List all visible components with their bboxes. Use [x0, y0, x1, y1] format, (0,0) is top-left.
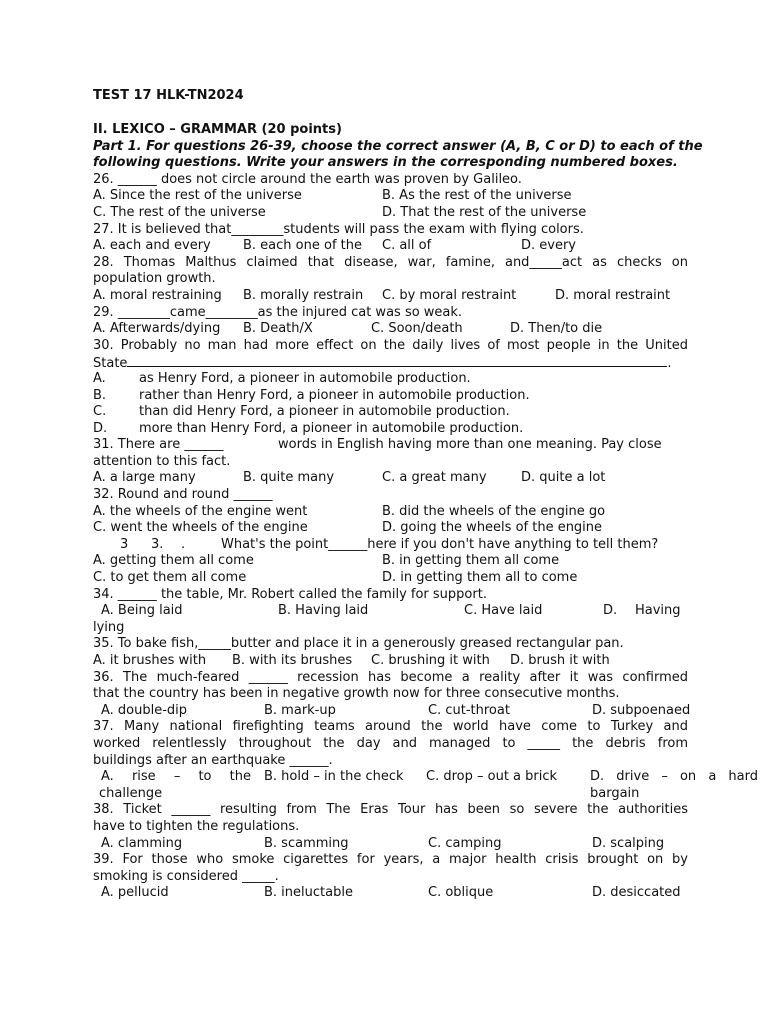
question-30: 30. Probably no man had more effect on the daily lives of most people in the United: [93, 337, 688, 353]
option-d: D. scalping: [592, 835, 665, 851]
option-text: more than Henry Ford, a pioneer in automobile production.: [139, 420, 524, 436]
question-26-options-row-1: [93, 188, 688, 205]
option-b: B. Death/X: [243, 321, 313, 337]
question-37: 37. Many national firefighting teams around the world have come to Turkey and: [93, 719, 688, 735]
option-text: as Henry Ford, a pioneer in automobile production.: [139, 370, 471, 386]
option-c: C. camping: [428, 835, 502, 851]
question-39: 39. For those who smoke cigarettes for years, a major health crisis brought on by: [93, 852, 688, 868]
question-31-cont: attention to this fact.: [93, 453, 231, 469]
question-34-options: [93, 603, 688, 620]
option-d: D. That the rest of the universe: [382, 204, 587, 220]
option-a: A. it brushes with: [93, 653, 207, 668]
option-c: C. all of: [382, 238, 432, 254]
question-31: [93, 437, 688, 454]
question-text: 27. It is believed that: [93, 221, 232, 237]
question-30-cont: [93, 354, 688, 371]
question-32-options-row-2: [93, 520, 688, 537]
option-b: B. ineluctable: [264, 885, 353, 901]
option-c: C. went the wheels of the engine: [93, 520, 308, 536]
question-36-options: [93, 702, 691, 720]
option-c: C. drop – out a brick: [426, 769, 558, 785]
answer-blank: ________: [231, 221, 284, 237]
question-text: came: [169, 304, 206, 320]
option-b: B. with its brushes: [232, 653, 353, 668]
option-b: B. Having laid: [278, 603, 369, 619]
question-text: 31. There are ______: [93, 437, 224, 453]
option-b: B. mark-up: [264, 702, 336, 718]
option-d-text: Having: [635, 603, 681, 619]
question-29: [93, 305, 688, 322]
option-b: B. quite many: [243, 470, 335, 486]
question-37-cont-2: buildings after an earthquake ______.: [93, 752, 333, 768]
question-33-options-row-2: [93, 570, 688, 587]
option-b: B. As the rest of the universe: [382, 188, 572, 204]
test-title: TEST 17 HLK-TN2024: [93, 88, 244, 103]
question-38: 38. Ticket ______ resulting from The Eras Tour has been so severe the authorities: [93, 802, 688, 818]
question-36: 36. The much-feared ______ recession has become a reality after it was confirmed: [93, 669, 688, 685]
question-39-options: [93, 885, 688, 902]
instruction-line-1: Part 1. For questions 26-39, choose the correct answer (A, B, C or D) to each of the: [93, 138, 703, 154]
question-30-option-b: [93, 388, 688, 405]
answer-blank: ________: [117, 304, 170, 320]
question-33: [93, 537, 688, 554]
question-text: students will pass the exam with flying colors.: [283, 221, 584, 237]
option-d: D. drive – on a hard: [590, 769, 758, 785]
option-a: A. Being laid: [101, 603, 183, 619]
option-d: D. Then/to die: [510, 321, 603, 337]
question-number: 29.: [93, 304, 114, 320]
option-a: A. clamming: [101, 835, 183, 851]
question-31-options: [93, 470, 688, 487]
option-d-letter: D.: [603, 603, 618, 619]
option-d: D. quite a lot: [521, 470, 606, 486]
option-d: D. brush it with: [510, 653, 610, 668]
question-number-part: 3.: [151, 536, 164, 552]
answer-blank-line: [127, 354, 667, 367]
option-c: C. by moral restraint: [382, 287, 517, 303]
question-number-part: 3: [120, 536, 129, 552]
question-36-cont: that the country has been in negative growth now for three consecutive months.: [93, 686, 620, 702]
answer-blank: ________: [205, 304, 258, 320]
section-heading: II. LEXICO – GRAMMAR (20 points): [93, 122, 342, 137]
question-28-cont: population growth.: [93, 271, 216, 287]
option-letter: D.: [93, 420, 108, 436]
question-27-options: [93, 238, 688, 255]
question-30-option-d: [93, 421, 688, 438]
option-c: C. Have laid: [464, 603, 543, 619]
option-b: B. did the wheels of the engine go: [382, 503, 606, 519]
option-c: C. cut-throat: [428, 702, 510, 718]
question-30-option-c: [93, 404, 688, 421]
option-a: A. double-dip: [101, 702, 188, 718]
question-number-part: .: [181, 536, 186, 552]
option-a: A. moral restraining: [93, 287, 222, 303]
option-a: A. rise – to the: [101, 769, 251, 785]
option-b: B. scamming: [264, 835, 349, 851]
question-38-cont: have to tighten the regulations.: [93, 818, 300, 834]
option-c: C. oblique: [428, 885, 494, 901]
question-text: as the injured cat was so weak.: [257, 304, 463, 320]
option-d: D. desiccated: [592, 885, 681, 901]
lexico-grammar-section: [93, 122, 758, 902]
instruction-line-2: following questions. Write your answers in the corresponding numbered boxes.: [93, 155, 678, 171]
question-37-options-cont: [93, 786, 688, 803]
option-letter: C.: [93, 404, 107, 420]
option-d: D. in getting them all to come: [382, 570, 578, 586]
question-34-option-d-cont: lying: [93, 619, 125, 635]
option-a: A. Since the rest of the universe: [93, 188, 302, 204]
question-39-cont: smoking is considered _____.: [93, 868, 279, 884]
option-a-cont: challenge: [99, 785, 163, 801]
option-b: B. hold – in the check: [264, 769, 404, 785]
option-c: C. to get them all come: [93, 570, 247, 586]
question-28-options: [93, 288, 688, 305]
question-35-options: [93, 653, 688, 670]
question-38-options: [93, 836, 688, 853]
question-30-option-a: [93, 371, 688, 388]
question-32-options-row-1: [93, 504, 688, 521]
question-text: State: [93, 356, 128, 372]
option-c: C. Soon/death: [371, 321, 463, 337]
question-text: What's the point______here if you don't have anything to tell them?: [221, 536, 659, 552]
option-a: A. the wheels of the engine went: [93, 503, 308, 519]
question-37-cont-1: worked relentlessly throughout the day and managed to _____ the debris from: [93, 735, 688, 751]
question-33-options-row-1: [93, 553, 688, 570]
option-c: C. The rest of the universe: [93, 204, 266, 220]
option-c: C. a great many: [382, 470, 487, 486]
option-d: D. moral restraint: [555, 287, 671, 303]
question-text: words in English having more than one meaning. Pay close: [278, 437, 662, 453]
option-letter: A.: [93, 370, 106, 386]
option-d: D. every: [521, 238, 577, 254]
option-letter: B.: [93, 387, 107, 403]
option-text: than did Henry Ford, a pioneer in automobile production.: [139, 404, 510, 420]
option-a: A. pellucid: [101, 885, 169, 901]
option-a: A. getting them all come: [93, 553, 254, 569]
period: .: [667, 356, 672, 372]
option-c: C. brushing it with: [371, 653, 490, 668]
question-35: 35. To bake fish,_____butter and place it in a generously greased rectangular pan.: [93, 636, 624, 652]
option-a: A. each and every: [93, 238, 211, 254]
question-26: 26. ______ does not circle around the earth was proven by Galileo.: [93, 171, 522, 187]
option-d-cont: bargain: [590, 785, 640, 801]
option-b: B. morally restrain: [243, 287, 364, 303]
option-d: D. subpoenaed: [592, 702, 691, 718]
option-b: B. in getting them all come: [382, 553, 560, 569]
question-37-options: [93, 769, 758, 786]
option-d: D. going the wheels of the engine: [382, 520, 603, 536]
option-a: A. a large many: [93, 470, 196, 486]
option-b: B. each one of the: [243, 238, 362, 254]
question-28: 28. Thomas Malthus claimed that disease, war, famine, and_____act as checks on: [93, 254, 688, 270]
question-34: 34. ______ the table, Mr. Robert called the family for support.: [93, 586, 487, 602]
option-a: A. Afterwards/dying: [93, 321, 221, 337]
option-text: rather than Henry Ford, a pioneer in automobile production.: [139, 387, 530, 403]
question-27: [93, 222, 688, 239]
question-29-options: [93, 321, 688, 338]
question-26-options-row-2: [93, 205, 688, 222]
question-32: 32. Round and round ______: [93, 487, 273, 503]
